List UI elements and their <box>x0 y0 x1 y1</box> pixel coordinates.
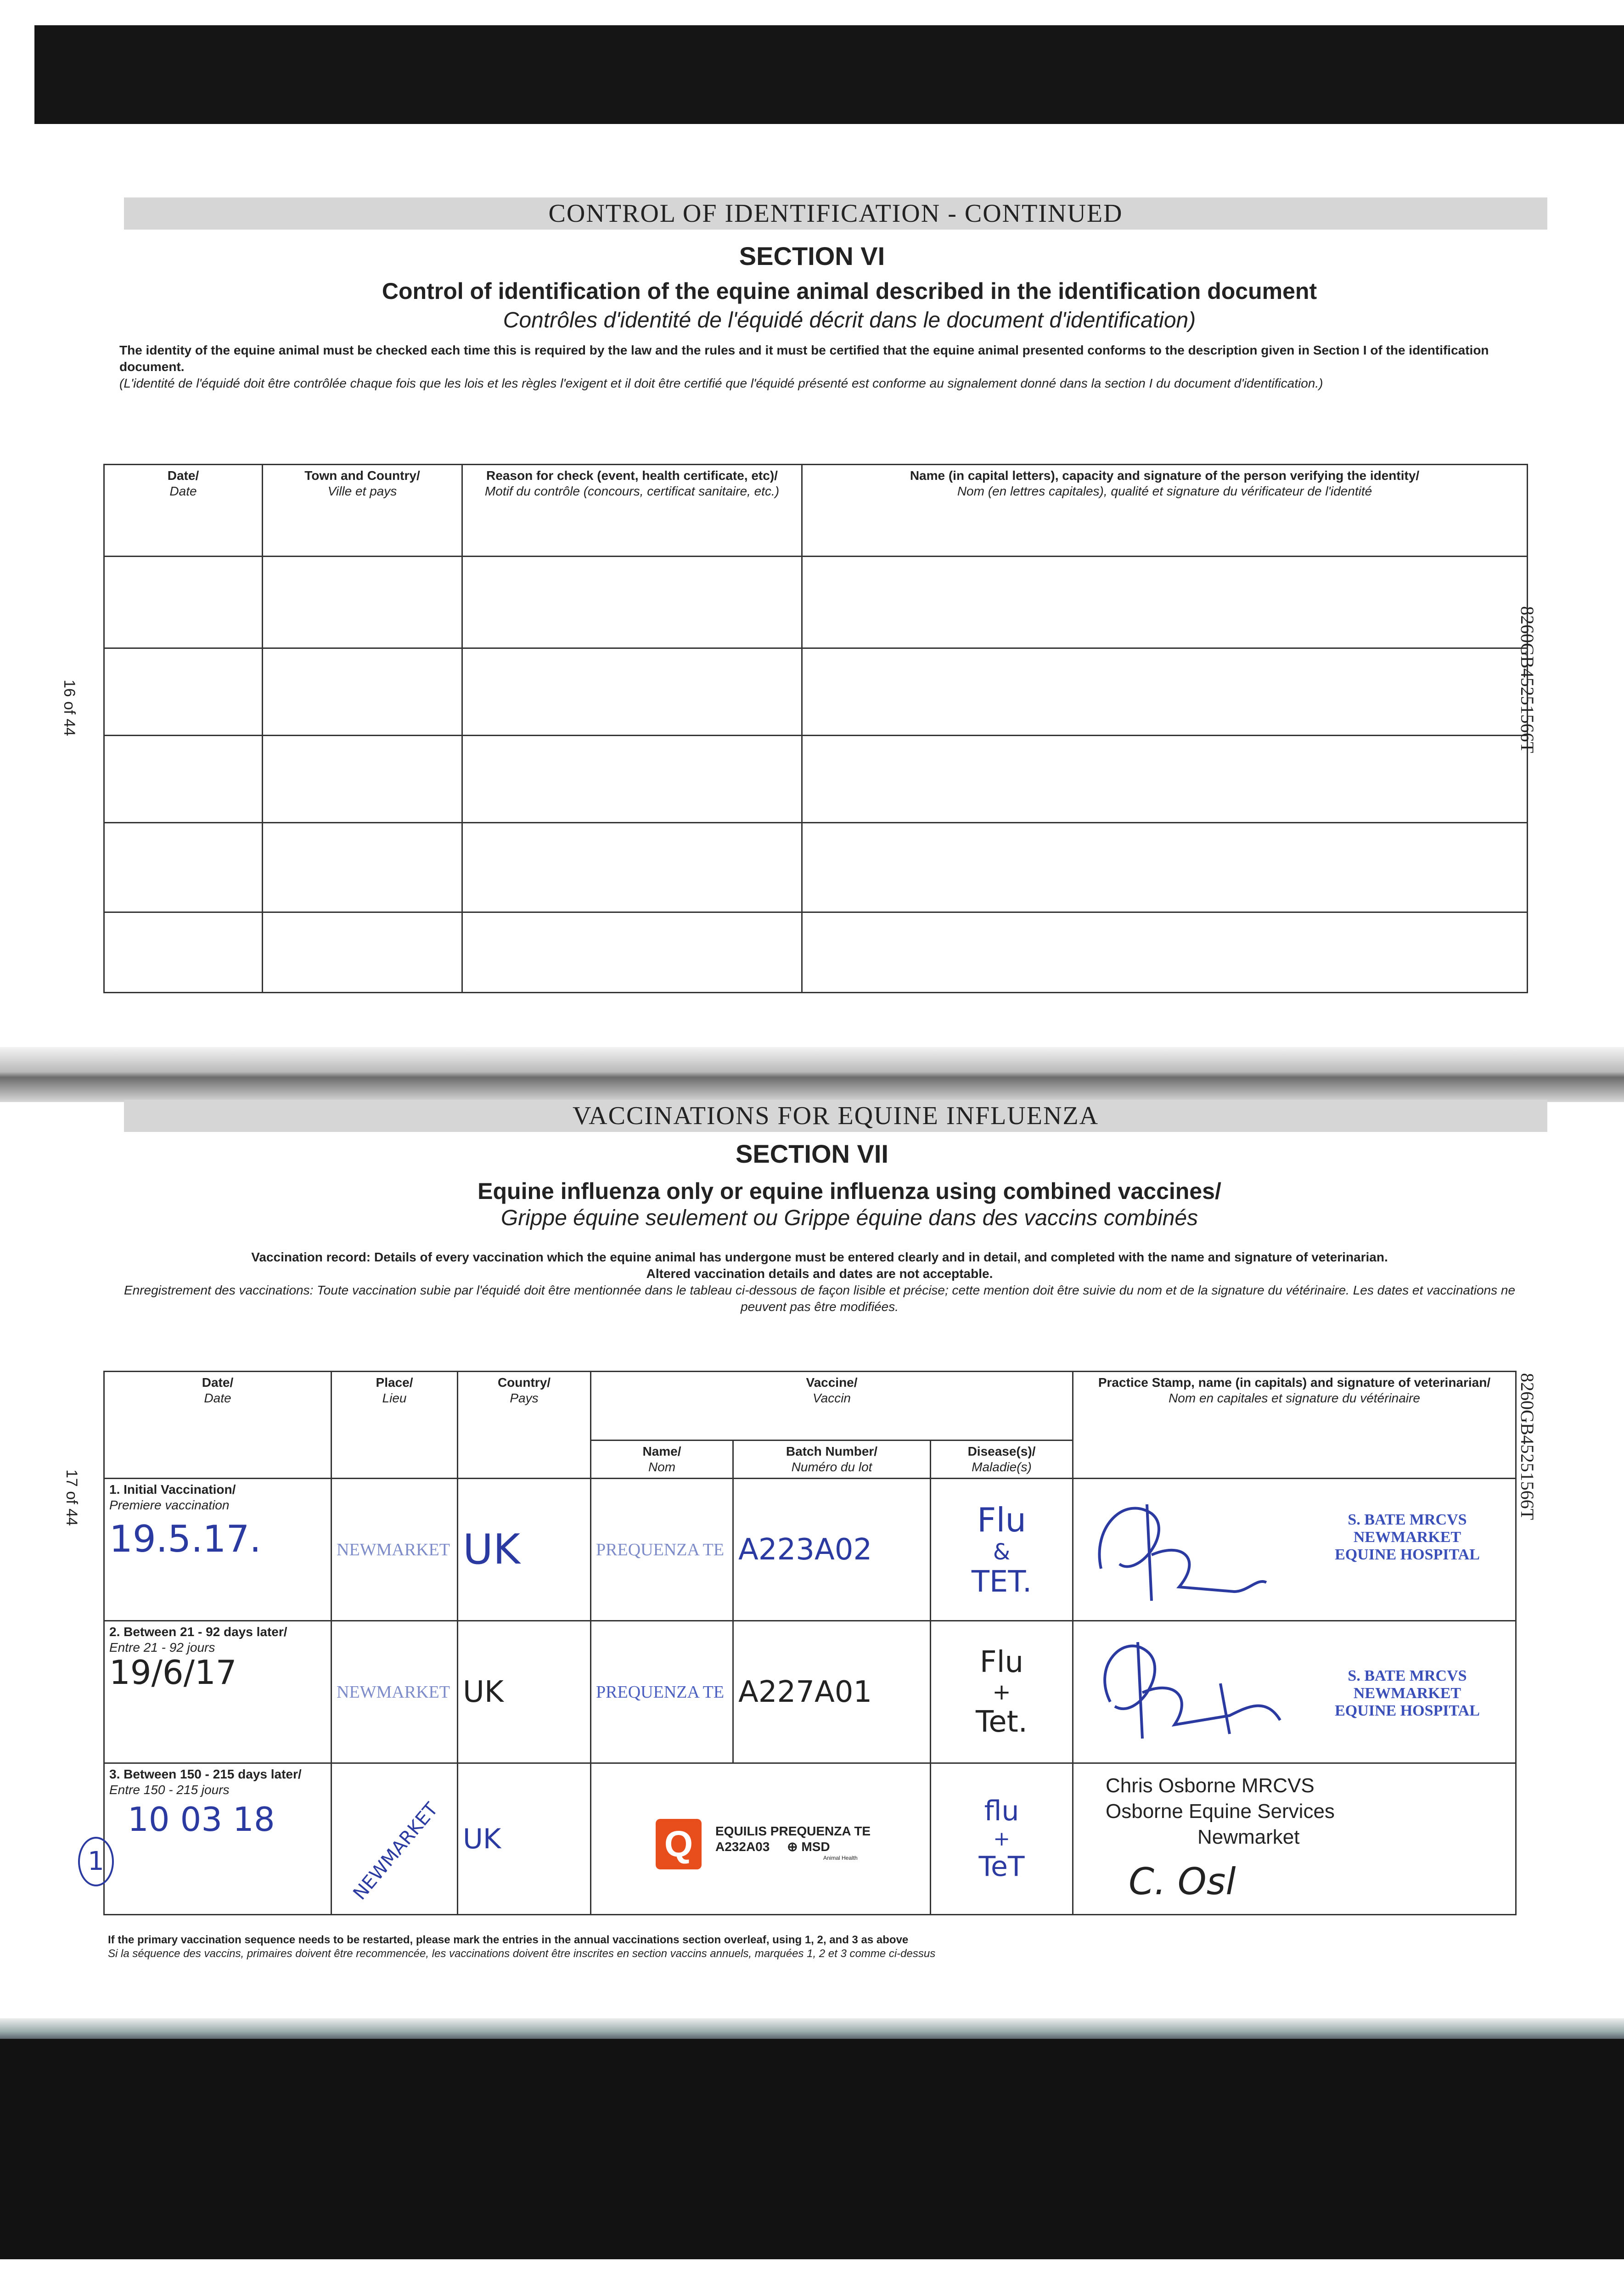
table-row <box>104 1621 1516 1763</box>
row1-date: 19.5.17. <box>109 1518 261 1560</box>
row3-vaccine-badge: Q <box>656 1819 702 1869</box>
table-row <box>104 557 1528 648</box>
row1-disease-2: & <box>993 1539 1011 1565</box>
row1-country: UK <box>463 1525 520 1574</box>
section6-title-en: Control of identification of the equine animal described in the identification document <box>382 278 1317 304</box>
row3-country: UK <box>463 1823 501 1855</box>
page-number-16: 16 of 44 <box>61 680 78 736</box>
row3-place: NEWMARKET <box>349 1798 442 1904</box>
row2-batch: A227A01 <box>738 1675 872 1709</box>
table-row <box>104 912 1528 993</box>
col-verifier: Name (in capital letters), capacity and signature of the person verifying the identity/ Nom (en lettres capitales), qualité et signature du vérificateur de l'identité <box>802 465 1528 557</box>
table-row <box>104 648 1528 736</box>
row3-date-cell: 3. Between 150 - 215 days later/ Entre 150 - 215 jours 10 03 18 <box>104 1763 332 1915</box>
row1-vaccine-name: PREQUENZA TE <box>596 1540 725 1559</box>
side-code-upper: 8260GB45251566T <box>1517 606 1538 753</box>
col-vaccine-name: Name/ Nom <box>591 1441 733 1479</box>
row3-disease-3: TeT <box>978 1851 1025 1883</box>
section6-note <box>119 342 1520 392</box>
col-date: Date/ Date <box>104 1372 332 1479</box>
msd-logo-icon: ⊕ <box>787 1840 798 1854</box>
row1-disease-3: TET. <box>971 1564 1032 1599</box>
row3-sticker <box>715 1823 871 1861</box>
vaccination-table <box>103 1371 1517 1915</box>
side-code-lower: 8260GB45251566T <box>1517 1373 1538 1520</box>
section6-heading: SECTION VI <box>739 242 885 270</box>
row2-date-cell: 2. Between 21 - 92 days later/ Entre 21 - 92 jours 19/6/17 <box>104 1621 332 1763</box>
col-place: Place/ Lieu <box>332 1372 458 1479</box>
col-town: Town and Country/ Ville et pays <box>263 465 462 557</box>
page-fold <box>0 1047 1624 1102</box>
row2-date: 19/6/17 <box>109 1653 237 1692</box>
row3-date: 10 03 18 <box>128 1800 275 1839</box>
row2-stamp: S. BATE MRCVS NEWMARKET EQUINE HOSPITAL <box>1335 1667 1480 1719</box>
section7-footer <box>108 1933 1394 1961</box>
section7-banner: VACCINATIONS FOR EQUINE INFLUENZA <box>124 1100 1547 1132</box>
table-row <box>104 1763 1516 1915</box>
row2-disease-3: Tet. <box>975 1705 1028 1739</box>
row3-vaccine-name: EQUILIS PREQUENZA TE <box>715 1824 871 1838</box>
row1-signature-icon <box>1083 1486 1276 1615</box>
page-number-17: 17 of 44 <box>63 1469 80 1526</box>
section7-note-en-1: Vaccination record: Details of every vaccination which the equine animal has undergone must be entered clearly and in detail, and completed with the name and signature of veterinarian. <box>251 1250 1388 1264</box>
row2-disease-1: Flu <box>979 1645 1024 1679</box>
row1-place: NEWMARKET <box>337 1540 450 1559</box>
scan-top-edge <box>34 25 1624 124</box>
row2-place: NEWMARKET <box>337 1682 450 1702</box>
col-batch: Batch Number/ Numéro du lot <box>733 1441 931 1479</box>
section7-note-fr: Enregistrement des vaccinations: Toute vaccination subie par l'équidé doit être mentionnée dans le tableau ci-dessous de façon lisible et précise; cette mention doit être suivie du nom et de la signature du vétérinaire. Les dates et vaccinations ne peuvent pas être modifiées. <box>124 1283 1516 1314</box>
section7-note-en-2: Altered vaccination details and dates are not acceptable. <box>646 1266 993 1281</box>
col-practice: Practice Stamp, name (in capitals) and signature of veterinarian/ Nom en capitales et signature du vétérinaire <box>1073 1372 1516 1479</box>
row2-signature-icon <box>1083 1628 1294 1757</box>
section7-title-en: Equine influenza only or equine influenza using combined vaccines/ <box>478 1178 1221 1204</box>
section6-title-fr: Contrôles d'identité de l'équidé décrit dans le document d'identification) <box>503 308 1196 332</box>
col-date: Date/ Date <box>104 465 263 557</box>
row1-batch: A223A02 <box>738 1532 872 1567</box>
col-reason: Reason for check (event, health certificate, etc)/ Motif du contrôle (concours, certificat sanitaire, etc.) <box>462 465 802 557</box>
row2-vaccine-name: PREQUENZA TE <box>596 1682 725 1702</box>
section7-note <box>119 1249 1520 1315</box>
row2-country: UK <box>463 1675 504 1709</box>
section7-heading: SECTION VII <box>736 1139 888 1168</box>
row3-stamp: Chris Osborne MRCVS Osborne Equine Services Newmarket <box>1106 1774 1335 1848</box>
col-country: Country/ Pays <box>458 1372 591 1479</box>
row3-disease-1: flu <box>984 1795 1019 1827</box>
table-row <box>104 736 1528 823</box>
section6-banner: CONTROL OF IDENTIFICATION - CONTINUED <box>124 197 1547 230</box>
row1-disease-1: Flu <box>977 1500 1027 1539</box>
row3-disease-2: + <box>993 1827 1010 1851</box>
col-disease: Disease(s)/ Maladie(s) <box>931 1441 1073 1479</box>
row3-restart-marker: 1 <box>78 1837 114 1886</box>
section6-note-en: The identity of the equine animal must be checked each time this is required by the law and the rules and it must be certified that the equine animal presented conforms to the description given in Section I of the identification document. <box>119 343 1489 374</box>
row3-brand-sub: Animal Health <box>823 1855 858 1861</box>
row3-brand: MSD <box>801 1840 830 1854</box>
table-row <box>104 823 1528 912</box>
col-vaccine: Vaccine/ Vaccin <box>591 1372 1073 1441</box>
row2-disease-2: + <box>992 1679 1011 1705</box>
row3-signature: C. Osl <box>1129 1860 1236 1903</box>
row1-date-cell: 1. Initial Vaccination/ Premiere vaccination 19.5.17. <box>104 1479 332 1621</box>
section7-footer-en: If the primary vaccination sequence needs to be restarted, please mark the entries in the annual vaccinations section overleaf, using 1, 2, and 3 as above <box>108 1934 909 1946</box>
section6-note-fr: (L'identité de l'équidé doit être contrôlée chaque fois que les lois et les règles l'exigent et il doit être certifié que l'équidé présenté est conforme au signalement donné dans la section I du document d'identification.) <box>119 376 1323 390</box>
table-row <box>104 1479 1516 1621</box>
section7-footer-fr: Si la séquence des vaccins, primaires doivent être recommencée, les vaccinations doivent être inscrites en section vaccins annuels, marquées 1, 2 et 3 comme ci-dessus <box>108 1947 936 1960</box>
scan-bottom-dark <box>0 2039 1624 2259</box>
row1-stamp: S. BATE MRCVS NEWMARKET EQUINE HOSPITAL <box>1335 1511 1480 1563</box>
section7-title-fr: Grippe équine seulement ou Grippe équine dans des vaccins combinés <box>500 1206 1198 1230</box>
identification-table <box>103 464 1528 993</box>
row3-batch: A232A03 ⊕ MSD <box>715 1840 830 1854</box>
